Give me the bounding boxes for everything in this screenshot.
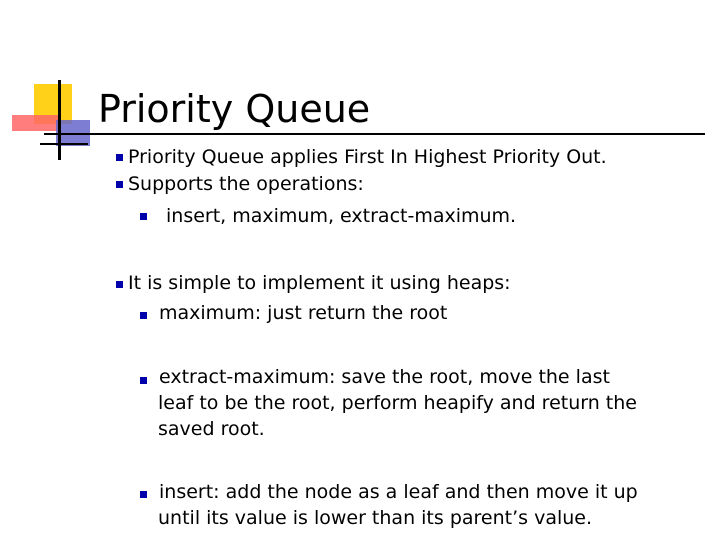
slide-logo-icon	[0, 0, 110, 170]
sub-bullet-text: insert, maximum, extract-maximum.	[166, 205, 517, 227]
bullet-square-icon	[116, 181, 123, 188]
title-divider	[44, 133, 705, 135]
sub-bullet-square-icon	[140, 312, 147, 319]
bullet-text: It is simple to implement it using heaps:	[128, 272, 511, 294]
sub-bullet-text-line-2: until its value is lower than its parent’s value.	[158, 507, 593, 529]
sub-bullet-text-line-1: insert: add the node as a leaf and then move it up	[159, 481, 638, 503]
sub-bullet-text: maximum: just return the root	[159, 302, 448, 324]
sub-bullet-square-icon	[140, 491, 147, 498]
bullet-text: Priority Queue applies First In Highest Priority Out.	[128, 146, 607, 168]
sub-bullet-text-line-2: leaf to be the root, perform heapify and return the	[158, 392, 637, 414]
slide-title: Priority Queue	[98, 87, 371, 131]
sub-bullet-square-icon	[140, 377, 147, 384]
sub-bullet-square-icon	[140, 213, 147, 220]
bullet-square-icon	[116, 281, 123, 288]
sub-bullet-text-line-1: extract-maximum: save the root, move the last	[159, 366, 610, 388]
bullet-text: Supports the operations:	[128, 173, 364, 195]
bullet-square-icon	[116, 154, 123, 161]
sub-bullet-text-line-3: saved root.	[158, 418, 265, 440]
